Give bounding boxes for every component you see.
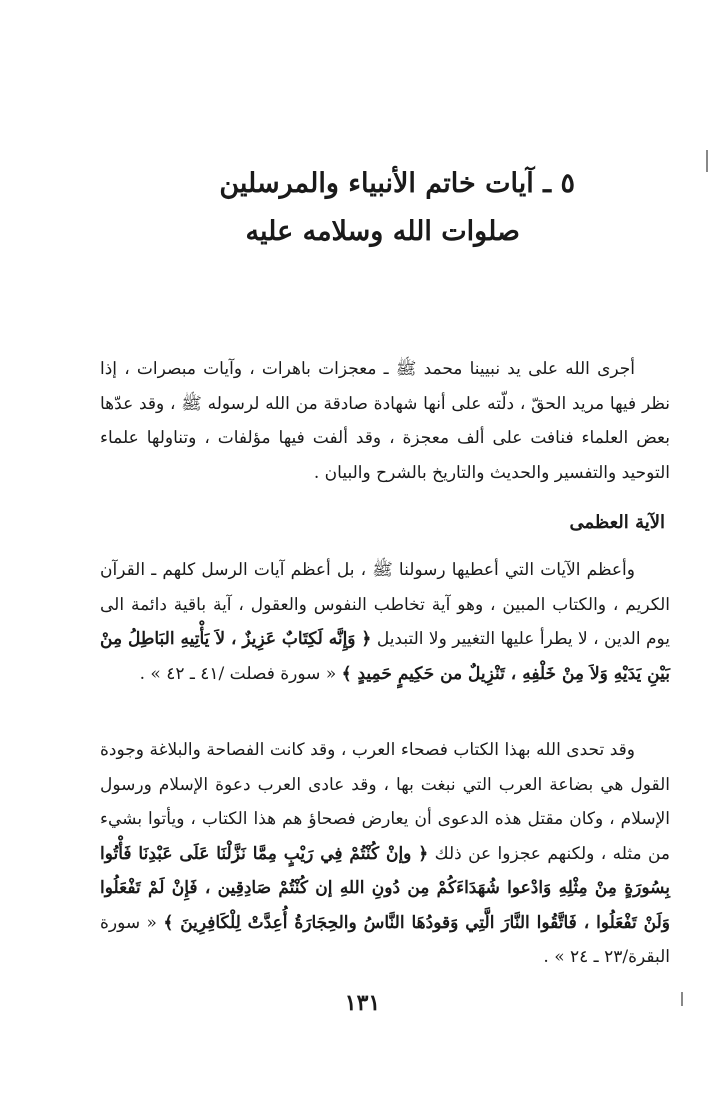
surah-citation: « سورة فصلت /٤١ ـ ٤٢ » . — [139, 663, 337, 684]
paragraph-3-text: وقد تحدى الله بهذا الكتاب فصحاء العرب ، وقد كانت الفصاحة والبلاغة وجودة القول هي بضاعة العرب التي نبغت بها ، وقد عادى العرب دعوة الإسلام ورسول الإسلام ، وكان مقتل هذه الدعوى أن يعارض فصحاؤ هم هذا الكتاب ، ويأتوا بشيء من مثله ، ولكنهم عجزوا عن ذلك — [100, 740, 671, 864]
paragraph-2-block — [100, 553, 670, 691]
intro-paragraph: أجرى الله على يد نبيينا محمد ﷺ ـ معجزات باهرات ، وآيات مبصرات ، إذا نظر فيها مريد الحقّ ، دلّته على أنها شهادة صادقة من الله لرسوله ﷺ ، وقد عدّها بعض العلماء فنافت على ألف معجزة ، وقد ألفت فيها مؤلفات ، وتناولها علماء التوحيد والتفسير والحديث والتاريخ بالشرح والبيان . — [100, 359, 670, 483]
page-number: ١٣١ — [344, 990, 381, 1016]
paragraph-3-block — [100, 733, 670, 975]
chapter-subtitle: صلوات الله وسلامه عليه — [245, 216, 520, 247]
quran-quote: ﴿ وإنْ كُنْتُمْ فِي رَيْبٍ مِمَّا نَزَّلْنَا عَلَى عَبْدِنَا فَأْتُوا بِسُورَةٍ مِنْ مِثْلِهِ وَادْعوا شُهَدَاءَكُمْ مِن دُونِ اللهِ إن كُنْتُمْ صَادِقِين ، فَإِنْ لَمْ تَفْعَلُوا وَلَنْ تَفْعَلُوا ، فَاتَّقُوا النَّارَ الَّتِي وَقودُهَا النَّاسُ والحِجَارَةُ أُعِدَّتْ لِلْكَافِرِينَ ﴾ — [100, 843, 670, 933]
paragraph-3 — [100, 733, 670, 975]
section-heading: الآية العظمى — [569, 512, 665, 533]
paragraph-2-text: وأعظم الآيات التي أعطيها رسولنا ﷺ ، بل أعظم آيات الرسل كلهم ـ القرآن الكريم ، والكتاب المبين ، وهو آية تخاطب النفوس والعقول ، آية باقية دائمة الى يوم الدين ، لا يطرأ عليها التغيير ولا التبديل — [100, 560, 671, 649]
chapter-title: ٥ ـ آيات خاتم الأنبياء والمرسلين — [219, 168, 575, 199]
surah-citation: « سورة البقرة/٢٣ ـ ٢٤ » . — [100, 912, 670, 967]
intro-paragraph-block — [100, 352, 670, 490]
paragraph-2 — [100, 553, 670, 691]
quran-quote: ﴿ وَإِنَّه لَكِتَابٌ عَزِيزٌ ، لاَ يَأْتِيهِ البَاطِلُ مِنْ بَيْنِ يَدَيْهِ وَلاَ مِنْ خَلْفِهِ ، تَنْزِيلٌ من حَكِيمٍ حَمِيدٍ ﴾ — [100, 629, 670, 684]
scan-margin-mark — [706, 150, 708, 172]
